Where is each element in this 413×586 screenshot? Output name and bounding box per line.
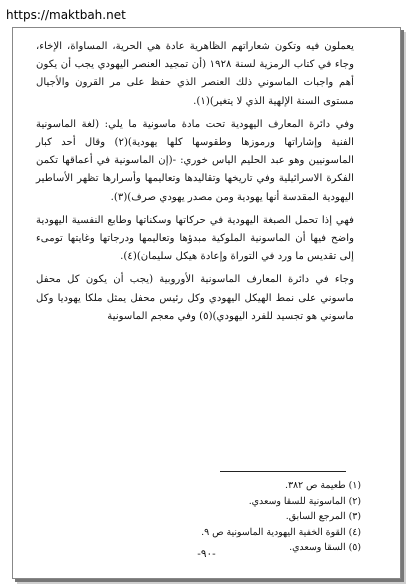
body-paragraph: وفي دائرة المعارف اليهودية تحت مادة ماسونية ما يلي: (لغة الماسونية الفنية وإشاراتها ورموزها وطقوسها كلها يهودية)(٢) وقال أحد كبار الماسونيين وهو عبد الحليم الياس خوري: -(إن الماسونية في أعماقها تكمن الفكرة الاسرائيلية وفي تاريخها وتقاليدها وتعاليمها وأسرارها تظهر الأساطير اليهودية المقدسة أنها يهودية ومن مصدر يهودي صرف)(٣).	[36, 118, 354, 203]
footnote-item: (٤) القوة الخفية اليهودية الماسونية ص ٩.	[201, 526, 361, 538]
footnote-item: (٢) الماسونية للسقا وسعدي.	[248, 495, 361, 507]
body-paragraph: يعملون فيه وتكون شعاراتهم الظاهرية عادة هي الحرية، المساواة، الإخاء، وجاء في كتاب الرمزية لسنة ١٩٢٨ (أن تمجيد العنصر اليهودي يجب أن يكون أهم واجبات الماسوني ذلك العنصر الذي حفظ على مر القرون والأجيال مستوى السنة الإلهية الذي لا يتغير)(١).	[36, 41, 354, 107]
footnotes	[201, 478, 361, 556]
footnote-divider	[220, 471, 346, 472]
page-number: -٩٠-	[197, 548, 216, 560]
footnote-item: (٥) السقا وسعدي.	[289, 542, 361, 554]
page-body	[36, 38, 354, 326]
footnote-item: (٣) المرجع السابق.	[285, 511, 361, 523]
body-paragraph: فهي إذا تحمل الصبغة اليهودية في حركاتها وسكناتها وطابع النفسية اليهودية واضح فيها أن الماسونية الملوكية مبدؤها وتعاليمها ودرجاتها وغايتها تومىء إلى تقديس ما ورد في التوراة وإعادة هيكل سليمان)(٤).	[36, 214, 354, 263]
footnote-item: (١) طعيمة ص ٣٨٢.	[284, 480, 361, 491]
body-paragraph: وجاء في دائرة المعارف الماسونية الأوروبية (يجب أن يكون كل محفل ماسوني على نمط الهيكل اليهودي وكل رئيس محفل يمثل ملكا يهوديا وكل ماسوني هو تجسيد للفرد اليهودي)(٥) وفي معجم الماسونية	[36, 274, 354, 322]
site-url[interactable]: https://maktbah.net	[6, 8, 126, 22]
